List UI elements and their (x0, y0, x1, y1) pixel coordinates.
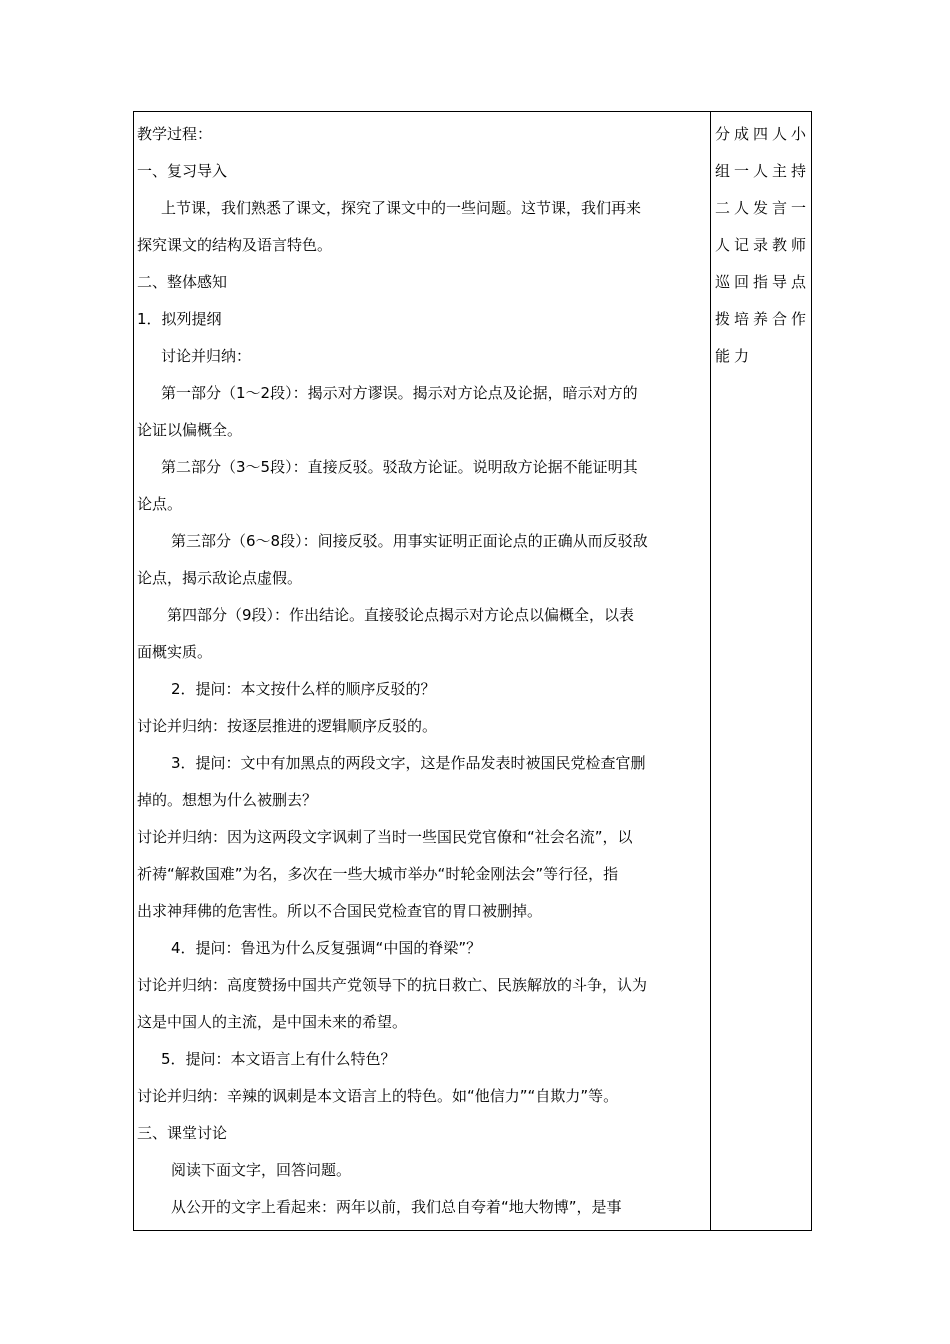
lesson-table (133, 111, 812, 1231)
note-line: 二人发言一 (715, 199, 811, 217)
text-line: 出求神拜佛的危害性。所以不合国民党检查官的胃口被删掉。 (137, 902, 543, 920)
text-line: 三、课堂讨论 (137, 1124, 228, 1142)
column-divider (710, 112, 711, 1230)
note-line: 组一人主持 (715, 162, 811, 180)
text-line: 第三部分（6～8段）：间接反驳。用事实证明正面论点的正确从而反驳敌 (171, 532, 648, 550)
text-line: 阅读下面文字，回答问题。 (171, 1161, 352, 1179)
text-line: 面概实质。 (137, 643, 213, 661)
text-line: 论点。 (137, 495, 183, 513)
text-line: 讨论并归纳：因为这两段文字讽刺了当时一些国民党官僚和“社会名流”，以 (137, 828, 633, 846)
text-line: 讨论并归纳：辛辣的讽刺是本文语言上的特色。如“他信力”“自欺力”等。 (137, 1087, 619, 1105)
text-line: 2．提问：本文按什么样的顺序反驳的？ (171, 680, 436, 698)
text-line: 论证以偏概全。 (137, 421, 243, 439)
note-line: 能力 (715, 347, 754, 365)
text-line: 讨论并归纳：按逐层推进的逻辑顺序反驳的。 (137, 717, 438, 735)
text-line: 第四部分（9段）：作出结论。直接驳论点揭示对方论点以偏概全，以表 (167, 606, 635, 624)
text-line: 第二部分（3～5段）：直接反驳。驳敌方论证。说明敌方论据不能证明其 (161, 458, 638, 476)
text-line: 讨论并归纳： (161, 347, 252, 365)
notes-column (715, 116, 809, 375)
text-line: 3．提问：文中有加黑点的两段文字，这是作品发表时被国民党检查官删 (171, 754, 646, 772)
text-line: 教学过程： (137, 125, 213, 143)
text-line: 1．拟列提纲 (137, 310, 222, 328)
text-line: 第一部分（1～2段）：揭示对方谬误。揭示对方论点及论据，暗示对方的 (161, 384, 638, 402)
text-line: 一、复习导入 (137, 162, 228, 180)
note-line: 人记录教师 (715, 236, 811, 254)
text-line: 4．提问：鲁迅为什么反复强调“中国的脊梁”？ (171, 939, 482, 957)
text-line: 5．提问：本文语言上有什么特色？ (161, 1050, 396, 1068)
note-line: 巡回指导点 (715, 273, 811, 291)
note-line: 分成四人小 (715, 125, 811, 143)
text-line: 讨论并归纳：高度赞扬中国共产党领导下的抗日救亡、民族解放的斗争，认为 (137, 976, 648, 994)
text-line: 祈祷“解救国难”为名，多次在一些大城市举办“时轮金刚法会”等行径，指 (137, 865, 619, 883)
text-line: 这是中国人的主流，是中国未来的希望。 (137, 1013, 408, 1031)
text-line: 二、整体感知 (137, 273, 228, 291)
note-line: 拨培养合作 (715, 310, 811, 328)
text-line: 掉的。想想为什么被删去？ (137, 791, 318, 809)
text-line: 从公开的文字上看起来：两年以前，我们总自夸着“地大物博”，是事 (171, 1198, 622, 1216)
text-line: 上节课，我们熟悉了课文，探究了课文中的一些问题。这节课，我们再来 (161, 199, 642, 217)
teaching-process-column (137, 116, 709, 1226)
text-line: 论点，揭示敌论点虚假。 (137, 569, 303, 587)
text-line: 探究课文的结构及语言特色。 (137, 236, 333, 254)
